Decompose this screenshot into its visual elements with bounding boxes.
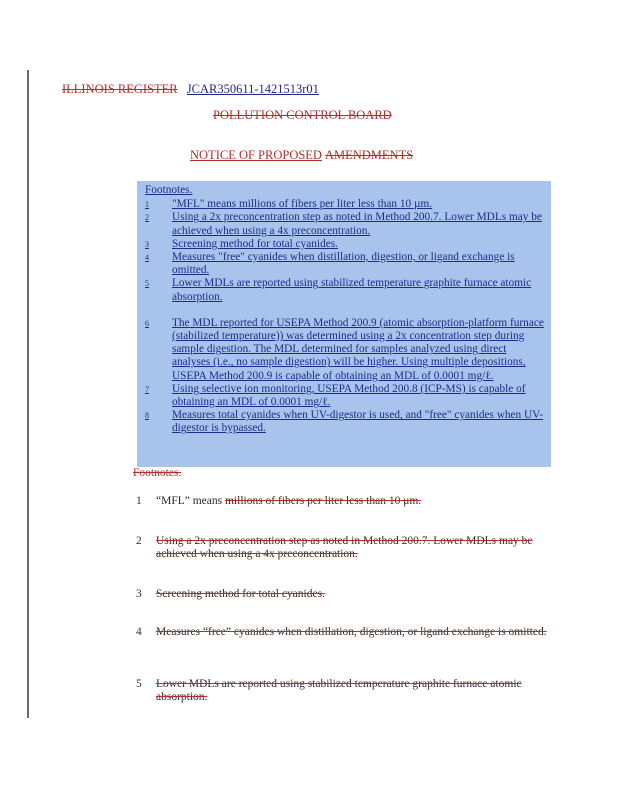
footnote-deleted-text: Measures “free” cyanides when distillation, digestion, or ligand exchange is omitted. bbox=[156, 626, 547, 638]
footnote-number: 1 bbox=[145, 200, 149, 210]
footnote-kept-text: “MFL” means bbox=[156, 495, 225, 507]
notice-title-deleted: AMENDMENTS bbox=[324, 148, 414, 162]
inserted-footnote-item bbox=[145, 211, 545, 237]
footnote-number: 8 bbox=[145, 411, 149, 421]
inserted-footnote-item bbox=[145, 409, 545, 435]
footnote-number: 1 bbox=[136, 495, 142, 507]
footnote-deleted-text: Using a 2x preconcentration step as noted in Method 200.7. Lower MDLs may be achieved when using a 4x preconcentration. bbox=[156, 535, 533, 560]
footnote-text: "MFL" means millions of fibers per liter less than 10 µm. bbox=[172, 198, 433, 211]
footnote-number: 3 bbox=[145, 239, 149, 249]
footnote-deleted-text: millions of fibers per liter less than 10 μm. bbox=[224, 495, 422, 507]
footnote-number: 5 bbox=[145, 279, 149, 289]
inserted-footnote-item bbox=[145, 317, 545, 383]
notice-title-inserted: NOTICE OF PROPOSED bbox=[190, 148, 322, 162]
footnote-number: 4 bbox=[145, 253, 149, 263]
register-id-inserted: JCAR350611-1421513r01 bbox=[186, 82, 319, 96]
footnote-text: Measures total cyanides when UV-digestor is used, and "free" cyanides when UV-digestor is bypassed. bbox=[172, 409, 544, 435]
footnote-number: 2 bbox=[145, 213, 149, 223]
footnote-text: The MDL reported for USEPA Method 200.9 (atomic absorption-platform furnace (stabilized temperature)) was determined using a 2x concentration step during sample digestion. The MDL determined for samples analyzed using direct analyses (i.e., no sample digestion) will be higher. Using multiple depositions, USEPA Method 200.9 is capable of obtaining an MDL of 0.0001 mg/ℓ. bbox=[172, 316, 544, 382]
footnote-text: Measures "free" cyanides when distillation, digestion, or ligand exchange is omitted. bbox=[172, 251, 515, 277]
deleted-footnotes-heading: Footnotes. bbox=[133, 467, 182, 479]
footnote-deleted-text: Screening method for total cyanides. bbox=[156, 588, 325, 600]
deleted-footnote-item bbox=[136, 678, 556, 704]
footnote-number: 4 bbox=[136, 626, 142, 638]
footnote-text: Lower MDLs are reported using stabilized temperature graphite furnace atomic absorption. bbox=[172, 277, 532, 303]
inserted-footnotes-heading: Footnotes. bbox=[145, 184, 193, 196]
footnote-number: 6 bbox=[145, 318, 149, 328]
footnote-number: 7 bbox=[145, 384, 149, 394]
footnote-text: Using a 2x preconcentration step as noted in Method 200.7. Lower MDLs may be achieved when using a 4x preconcentration. bbox=[172, 211, 542, 237]
deleted-footnote-item bbox=[136, 626, 556, 639]
inserted-footnote-item bbox=[145, 251, 545, 277]
inserted-footnote-item bbox=[145, 238, 545, 251]
inserted-footnote-item bbox=[145, 198, 545, 211]
deleted-footnote-item bbox=[136, 495, 556, 508]
inserted-footnote-item bbox=[145, 383, 545, 409]
inserted-footnote-item bbox=[145, 277, 545, 303]
board-title-deleted: POLLUTION CONTROL BOARD bbox=[213, 108, 392, 122]
deleted-footnote-item bbox=[136, 588, 556, 601]
change-margin-bar bbox=[27, 70, 29, 718]
register-title-deleted: ILLINOIS REGISTER bbox=[62, 82, 178, 96]
register-header bbox=[62, 82, 319, 97]
footnote-deleted-text: Lower MDLs are reported using stabilized temperature graphite furnace atomic absorption. bbox=[156, 678, 522, 703]
deleted-footnote-item bbox=[136, 535, 556, 561]
footnote-text: Using selective ion monitoring, USEPA Method 200.8 (ICP-MS) is capable of obtaining an MDL of 0.0001 mg/ℓ. bbox=[172, 382, 526, 409]
footnote-number: 5 bbox=[136, 678, 142, 690]
notice-title bbox=[190, 148, 413, 163]
footnote-number: 2 bbox=[136, 535, 142, 547]
spacer bbox=[145, 304, 545, 317]
footnote-text: Screening method for total cyanides. bbox=[172, 237, 338, 250]
footnote-number: 3 bbox=[136, 588, 142, 600]
inserted-footnotes bbox=[145, 184, 545, 436]
